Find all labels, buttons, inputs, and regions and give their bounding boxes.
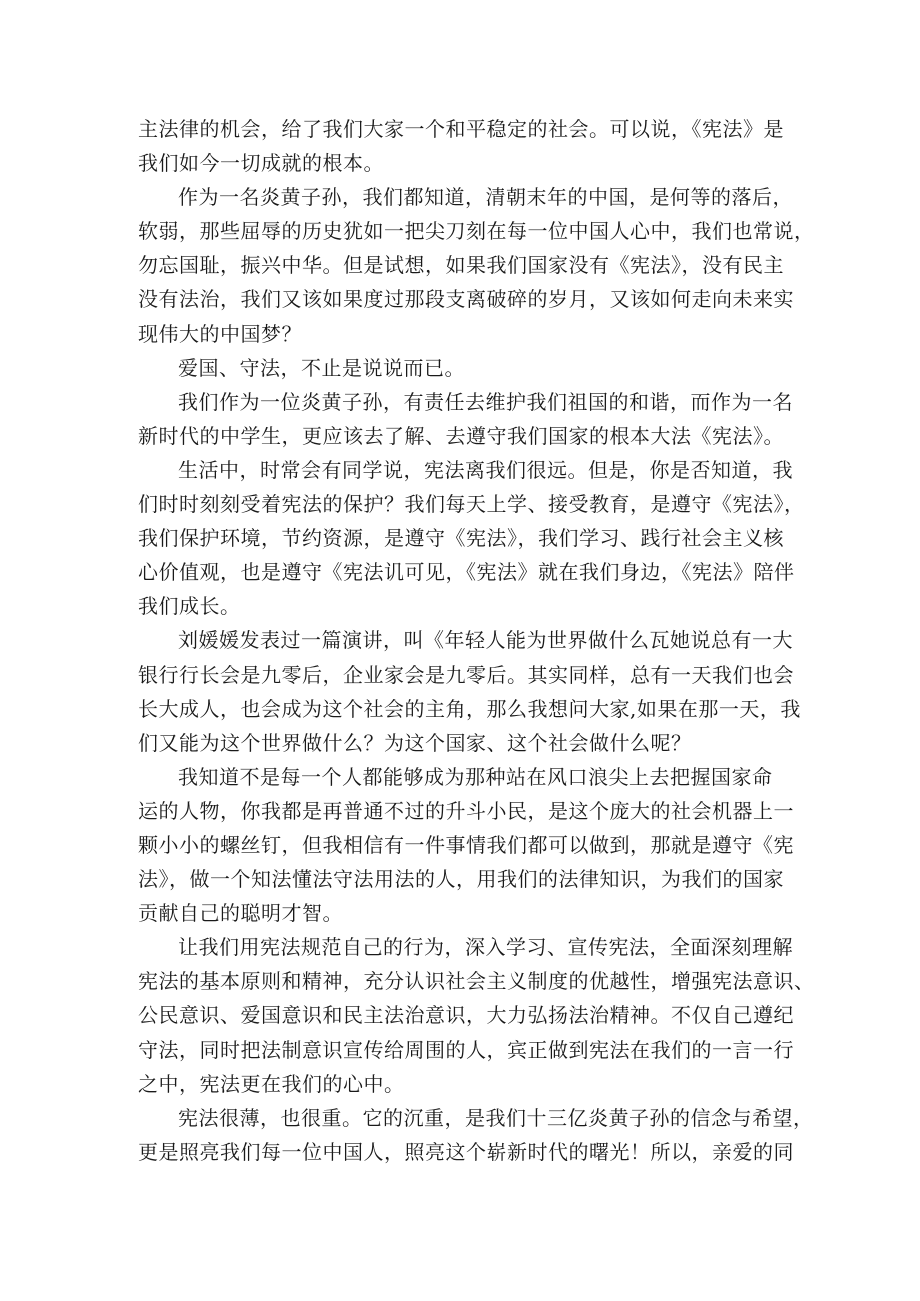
text-line: 法》，做一个知法懂法守法用法的人，用我们的法律知识，为我们的国家 (138, 867, 784, 892)
text-line: 我们如今一切成就的根本。 (138, 151, 384, 176)
text-line: 勿忘国耻，振兴中华。但是试想，如果我们国家没有《宪法》，没有民主 (138, 253, 784, 278)
text-line: 宪法很薄，也很重。它的沉重，是我们十三亿炎黄子孙的信念与希望， (178, 1105, 814, 1130)
paragraph-4 (138, 385, 793, 453)
paragraph-6 (138, 623, 801, 759)
text-line: 长大成人，也会成为这个社会的主角，那么我想问大家,如果在那一天，我 (138, 696, 801, 721)
text-line: 主法律的机会，给了我们大家一个和平稳定的社会。可以说，《宪法》是 (138, 117, 784, 141)
text-line: 软弱，那些屈辱的历史犹如一把尖刀刻在每一位中国人心中，我们也常说， (138, 219, 815, 244)
text-line: 之中，宪法更在我们的心中。 (138, 1071, 405, 1096)
paragraph-2 (138, 180, 815, 350)
text-line: 让我们用宪法规范自己的行为，深入学习、宣传宪法，全面深刻理解 (178, 935, 793, 960)
text-line: 更是照亮我们每一位中国人，照亮这个崭新时代的曙光！所以，亲爱的同 (138, 1139, 794, 1164)
text-line: 作为一名炎黄子孙，我们都知道，清朝末年的中国，是何等的落后， (178, 185, 793, 210)
paragraph-8 (138, 930, 815, 1100)
text-line: 爱国、守法，不止是说说而已。 (178, 355, 465, 380)
text-line: 刘媛媛发表过一篇演讲，叫《年轻人能为世界做什么瓦她说总有一大 (178, 628, 793, 653)
paragraph-1 (138, 112, 788, 180)
text-line: 新时代的中学生，更应该去了解、去遵守我们国家的根本大法《宪法》。 (138, 423, 784, 448)
text-line: 们时时刻刻受着宪法的保护？我们每天上学、接受教育，是遵守《宪法》， (138, 492, 805, 517)
text-line: 生活中，时常会有同学说，宪法离我们很远。但是，你是否知道，我 (178, 457, 793, 482)
text-line: 我们保护环境，节约资源，是遵守《宪法》，我们学习、践行社会主义核 (138, 526, 784, 551)
text-line: 没有法治，我们又该如果度过那段支离破碎的岁月，又该如何走向未来实 (138, 287, 794, 312)
text-line: 我们作为一位炎黄子孙，有责任去维护我们祖国的和谐，而作为一名 (178, 389, 793, 414)
paragraph-5 (138, 453, 805, 623)
text-line: 守法，同时把法制意识宣传给周围的人，宾正做到宪法在我们的一言一行 (138, 1037, 794, 1062)
text-line: 贡献自己的聪明才智。 (138, 901, 343, 926)
text-line: 公民意识、爱国意识和民主法治意识，大力弘扬法治精神。不仅自己遵纪 (138, 1003, 794, 1028)
text-line: 银行行长会是九零后，企业家会是九零后。其实同样，总有一天我们也会 (138, 662, 794, 687)
text-line: 现伟大的中国梦？ (138, 321, 302, 346)
text-line: 心价值观，也是遵守《宪法讥可见，《宪法》就在我们身边，《宪法》陪伴 (138, 560, 795, 585)
text-line: 我知道不是每一个人都能够成为那种站在风口浪尖上去把握国家命 (178, 764, 773, 789)
text-line: 颗小小的螺丝钉，但我相信有一件事情我们都可以做到，那就是遵守《宪 (138, 832, 794, 857)
paragraph-7 (138, 760, 794, 930)
paragraph-3 (138, 351, 788, 385)
text-line: 运的人物，你我都是再普通不过的升斗小民，是这个庞大的社会机器上一 (138, 798, 794, 823)
document-body (138, 112, 815, 1169)
text-line: 宪法的基本原则和精神，充分认识社会主义制度的优越性，增强宪法意识、 (138, 969, 815, 994)
text-line: 们又能为这个世界做什么？为这个国家、这个社会做什么呢？ (138, 730, 692, 755)
text-line: 我们成长。 (138, 594, 241, 619)
paragraph-9 (138, 1101, 814, 1169)
